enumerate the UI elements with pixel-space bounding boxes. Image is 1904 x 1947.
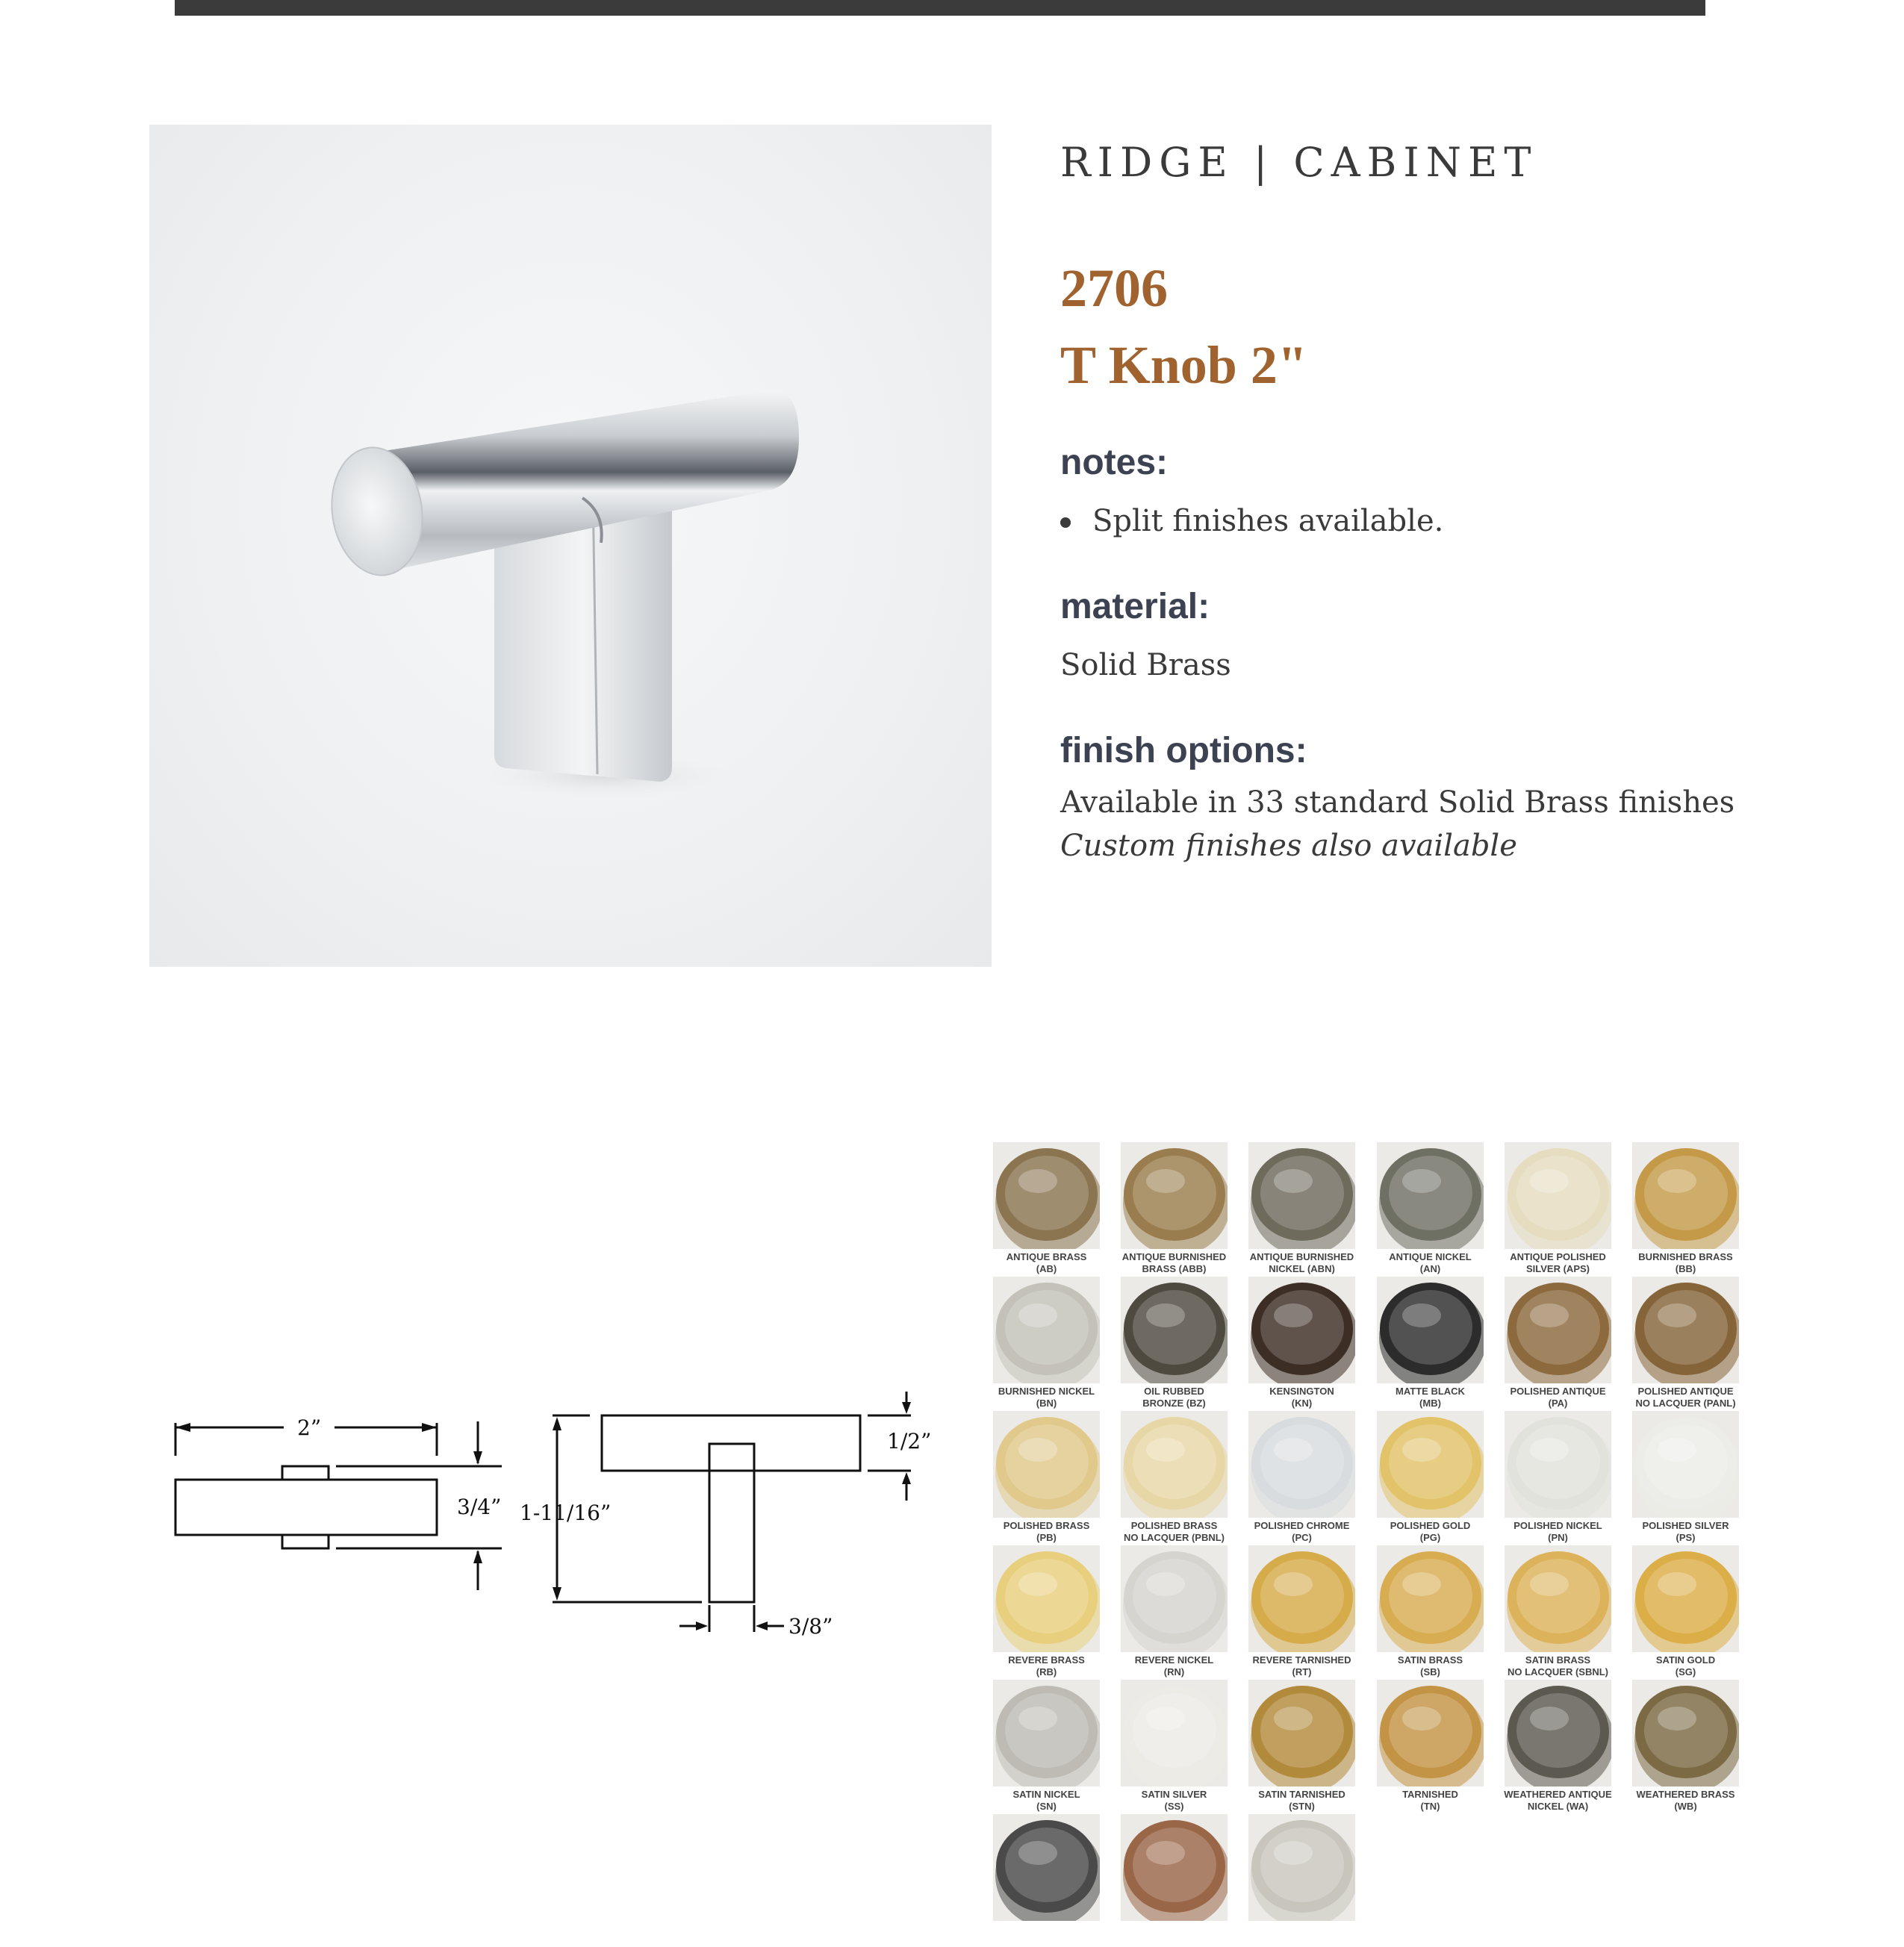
finish-label xyxy=(1617,1251,1754,1275)
finish-label xyxy=(978,1789,1115,1813)
finish-swatch xyxy=(1505,1545,1611,1678)
finish-label xyxy=(1617,1386,1754,1409)
finish-label-line1: BURNISHED NICKEL xyxy=(998,1386,1095,1397)
finish-label xyxy=(1490,1520,1626,1544)
finish-swatch xyxy=(993,1545,1100,1678)
finish-label-line1: WEATHERED BRASS xyxy=(1636,1789,1735,1800)
finish-label-line1: SATIN SILVER xyxy=(1141,1789,1207,1800)
finish-label-line1: WEATHERED ANTIQUE xyxy=(1504,1789,1612,1800)
finish-label-line2: BRASS (ABB) xyxy=(1142,1263,1207,1274)
finish-swatch xyxy=(1377,1411,1484,1544)
finish-swatch xyxy=(1632,1142,1739,1275)
finish-label xyxy=(1233,1520,1370,1544)
finish-knob-icon xyxy=(1248,1680,1355,1786)
finish-label xyxy=(1233,1386,1370,1409)
finish-knob-icon xyxy=(1121,1411,1228,1518)
finish-swatch xyxy=(993,1411,1100,1544)
finish-label-line1: TARNISHED xyxy=(1402,1789,1458,1800)
finish-label xyxy=(1490,1654,1626,1678)
finish-label-line2: (SG) xyxy=(1675,1666,1696,1677)
finish-label-line1: ANTIQUE BURNISHED xyxy=(1249,1251,1354,1262)
finish-label xyxy=(1233,1251,1370,1275)
finish-swatch xyxy=(1505,1411,1611,1544)
finish-swatch xyxy=(1632,1277,1739,1409)
finish-swatch xyxy=(993,1277,1100,1409)
finish-label-line1: ANTIQUE BRASS xyxy=(1006,1251,1087,1262)
finish-label-line2: (RB) xyxy=(1036,1666,1057,1677)
finish-swatch xyxy=(1505,1277,1611,1409)
finish-label xyxy=(1106,1654,1242,1678)
dim-length-label: 2” xyxy=(297,1415,322,1440)
t-knob-image xyxy=(149,125,992,967)
finish-label-line1: SATIN TARNISHED xyxy=(1258,1789,1345,1800)
finish-label xyxy=(1233,1654,1370,1678)
dimension-drawing xyxy=(157,1381,948,1650)
dim-depth-label: 1-11/16” xyxy=(520,1501,612,1525)
finish-swatch xyxy=(1377,1277,1484,1409)
finish-label-line1: REVERE NICKEL xyxy=(1134,1654,1214,1666)
dim-post-label: 3/8” xyxy=(788,1614,833,1639)
finish-label-line1: BURNISHED BRASS xyxy=(1638,1251,1733,1262)
finish-label-line1: SATIN NICKEL xyxy=(1012,1789,1080,1800)
finish-label-line1: OIL RUBBED xyxy=(1144,1386,1204,1397)
finish-label-line1: SATIN BRASS xyxy=(1397,1654,1463,1666)
finish-knob-icon xyxy=(1505,1277,1611,1383)
dim-height-label: 3/4” xyxy=(457,1495,502,1519)
finish-label-line1: POLISHED GOLD xyxy=(1390,1520,1471,1531)
finish-label-line2: NO LACQUER (PANL) xyxy=(1635,1398,1736,1409)
finish-knob-icon xyxy=(1377,1142,1484,1249)
finish-label-line1: POLISHED ANTIQUE xyxy=(1510,1386,1606,1397)
finish-label-line1: POLISHED BRASS xyxy=(1130,1520,1218,1531)
finish-label-line2: (TN) xyxy=(1420,1801,1440,1812)
series-title: RIDGE | CABINET xyxy=(1060,139,1538,186)
material-heading: material: xyxy=(1060,587,1210,626)
finish-knob-icon xyxy=(1121,1142,1228,1249)
finish-swatch xyxy=(1248,1277,1355,1409)
finish-knob-icon xyxy=(1377,1277,1484,1383)
finish-knob-icon xyxy=(1248,1277,1355,1383)
finish-knob-icon xyxy=(993,1411,1100,1518)
finish-knob-icon xyxy=(1248,1545,1355,1652)
finish-knob-icon xyxy=(1248,1142,1355,1249)
finish-label-line2: (PS) xyxy=(1676,1532,1696,1543)
finish-knob-icon xyxy=(1377,1680,1484,1786)
notes-heading: notes: xyxy=(1060,443,1168,482)
finish-swatch xyxy=(1248,1411,1355,1544)
finish-label-line2: (AN) xyxy=(1419,1263,1441,1274)
finish-knob-icon xyxy=(1248,1411,1355,1518)
finish-swatch xyxy=(1248,1814,1355,1947)
finish-label-line1: POLISHED BRASS xyxy=(1003,1520,1090,1531)
finish-swatch xyxy=(1248,1142,1355,1275)
finish-label xyxy=(1362,1654,1499,1678)
finish-label-line2: (PC) xyxy=(1292,1532,1312,1543)
finish-knob-icon xyxy=(1632,1545,1739,1652)
finish-knob-icon xyxy=(1505,1680,1611,1786)
note-item: Split finishes available. xyxy=(1092,504,1444,538)
bullet-dot xyxy=(1060,517,1071,528)
finish-knob-icon xyxy=(1505,1411,1611,1518)
finish-knob-icon xyxy=(993,1545,1100,1652)
finish-label xyxy=(1106,1520,1242,1544)
finish-label xyxy=(1362,1520,1499,1544)
finish-label-line2: (BN) xyxy=(1036,1398,1057,1409)
finish-swatch xyxy=(1505,1680,1611,1813)
finish-swatch xyxy=(993,1680,1100,1813)
finish-label xyxy=(1106,1386,1242,1409)
finish-label-line2: (RN) xyxy=(1163,1666,1185,1677)
finish-knob-icon xyxy=(1377,1545,1484,1652)
finish-label-line1: KENSINGTON xyxy=(1269,1386,1334,1397)
finish-swatch xyxy=(1121,1277,1228,1409)
finish-knob-icon xyxy=(993,1680,1100,1786)
finish-swatch xyxy=(1121,1142,1228,1275)
finish-swatch xyxy=(1121,1545,1228,1678)
finish-knob-icon xyxy=(1121,1680,1228,1786)
finish-label-line1: MATTE BLACK xyxy=(1396,1386,1465,1397)
finish-swatch xyxy=(1632,1411,1739,1544)
finish-label-line1: POLISHED CHROME xyxy=(1254,1520,1350,1531)
finish-label-line2: SILVER (APS) xyxy=(1526,1263,1590,1274)
finish-label-line2: (WB) xyxy=(1674,1801,1697,1812)
finish-swatch xyxy=(1505,1142,1611,1275)
finish-label xyxy=(1362,1789,1499,1813)
finish-knob-icon xyxy=(1248,1814,1355,1921)
finish-label xyxy=(1233,1789,1370,1813)
finish-knob-icon xyxy=(1632,1411,1739,1518)
finish-swatch xyxy=(1121,1814,1228,1947)
finish-swatch xyxy=(993,1142,1100,1275)
finish-knob-icon xyxy=(993,1277,1100,1383)
finish-swatch xyxy=(1377,1680,1484,1813)
finish-label xyxy=(1490,1251,1626,1275)
dim-bar-label: 1/2” xyxy=(887,1429,932,1454)
finish-swatch xyxy=(1377,1545,1484,1678)
finish-swatch xyxy=(1121,1680,1228,1813)
finish-label-line1: POLISHED SILVER xyxy=(1642,1520,1729,1531)
finish-knob-icon xyxy=(1377,1411,1484,1518)
finish-swatch xyxy=(1121,1411,1228,1544)
finish-label-line2: (STN) xyxy=(1289,1801,1315,1812)
finish-label-line1: ANTIQUE NICKEL xyxy=(1389,1251,1472,1262)
finish-knob-icon xyxy=(1505,1142,1611,1249)
finish-knob-icon xyxy=(993,1142,1100,1249)
finish-label xyxy=(978,1251,1115,1275)
finish-swatch xyxy=(1377,1142,1484,1275)
finish-label xyxy=(1617,1654,1754,1678)
finish-label-line2: (PA) xyxy=(1548,1398,1568,1409)
finish-label xyxy=(1106,1789,1242,1813)
finish-label-line2: (SB) xyxy=(1420,1666,1440,1677)
finish-swatch-grid xyxy=(993,1142,1740,1904)
finish-label-line2: NO LACQUER (SBNL) xyxy=(1507,1666,1609,1677)
product-sku: 2706 xyxy=(1060,258,1168,318)
finish-label-line1: SATIN GOLD xyxy=(1655,1654,1716,1666)
top-bar xyxy=(175,0,1705,16)
finish-label-line1: SATIN BRASS xyxy=(1525,1654,1591,1666)
finish-label xyxy=(1362,1386,1499,1409)
finish-knob-icon xyxy=(993,1814,1100,1921)
finish-label-line2: NICKEL (ABN) xyxy=(1269,1263,1335,1274)
finish-label-line2: BRONZE (BZ) xyxy=(1142,1398,1206,1409)
finish-label-line2: (PB) xyxy=(1036,1532,1057,1543)
finish-options-line2: Custom finishes also available xyxy=(1060,829,1517,863)
finish-label-line2: (SS) xyxy=(1164,1801,1184,1812)
finish-knob-icon xyxy=(1121,1814,1228,1921)
finish-label-line2: (PN) xyxy=(1548,1532,1568,1543)
finish-label xyxy=(1617,1789,1754,1813)
finish-label-line1: REVERE BRASS xyxy=(1008,1654,1085,1666)
finish-label xyxy=(978,1520,1115,1544)
finish-swatch xyxy=(1632,1545,1739,1678)
finish-label-line2: (SN) xyxy=(1036,1801,1057,1812)
finish-label xyxy=(1490,1386,1626,1409)
finish-label-line1: ANTIQUE BURNISHED xyxy=(1121,1251,1227,1262)
product-photo xyxy=(149,125,992,967)
finish-knob-icon xyxy=(1632,1680,1739,1786)
finish-label-line1: ANTIQUE POLISHED xyxy=(1510,1251,1606,1262)
finish-label-line2: (MB) xyxy=(1419,1398,1441,1409)
finish-knob-icon xyxy=(1632,1142,1739,1249)
finish-label-line2: (KN) xyxy=(1291,1398,1313,1409)
finish-label xyxy=(1617,1520,1754,1544)
finish-label-line2: NO LACQUER (PBNL) xyxy=(1123,1532,1225,1543)
finish-swatch xyxy=(1248,1545,1355,1678)
finish-swatch xyxy=(1248,1680,1355,1813)
product-name: T Knob 2" xyxy=(1060,335,1307,395)
finish-label xyxy=(1106,1251,1242,1275)
finish-label xyxy=(978,1386,1115,1409)
finish-label-line2: (PG) xyxy=(1419,1532,1441,1543)
finish-label xyxy=(1490,1789,1626,1813)
finish-knob-icon xyxy=(1121,1277,1228,1383)
finish-label-line1: POLISHED NICKEL xyxy=(1513,1520,1602,1531)
finish-knob-icon xyxy=(1632,1277,1739,1383)
finish-knob-icon xyxy=(1121,1545,1228,1652)
finish-label-line2: (AB) xyxy=(1036,1263,1057,1274)
finish-label-line2: NICKEL (WA) xyxy=(1527,1801,1589,1812)
finish-swatch xyxy=(1632,1680,1739,1813)
finish-options-line1: Available in 33 standard Solid Brass finishes xyxy=(1060,785,1735,820)
finish-label-line2: (RT) xyxy=(1292,1666,1312,1677)
finish-knob-icon xyxy=(1505,1545,1611,1652)
finish-options-heading: finish options: xyxy=(1060,731,1307,770)
finish-label-line1: REVERE TARNISHED xyxy=(1252,1654,1351,1666)
finish-label xyxy=(978,1654,1115,1678)
material-value: Solid Brass xyxy=(1060,648,1231,682)
finish-label-line2: (BB) xyxy=(1675,1263,1696,1274)
finish-swatch xyxy=(993,1814,1100,1947)
finish-label-line1: POLISHED ANTIQUE xyxy=(1637,1386,1734,1397)
finish-label xyxy=(1362,1251,1499,1275)
